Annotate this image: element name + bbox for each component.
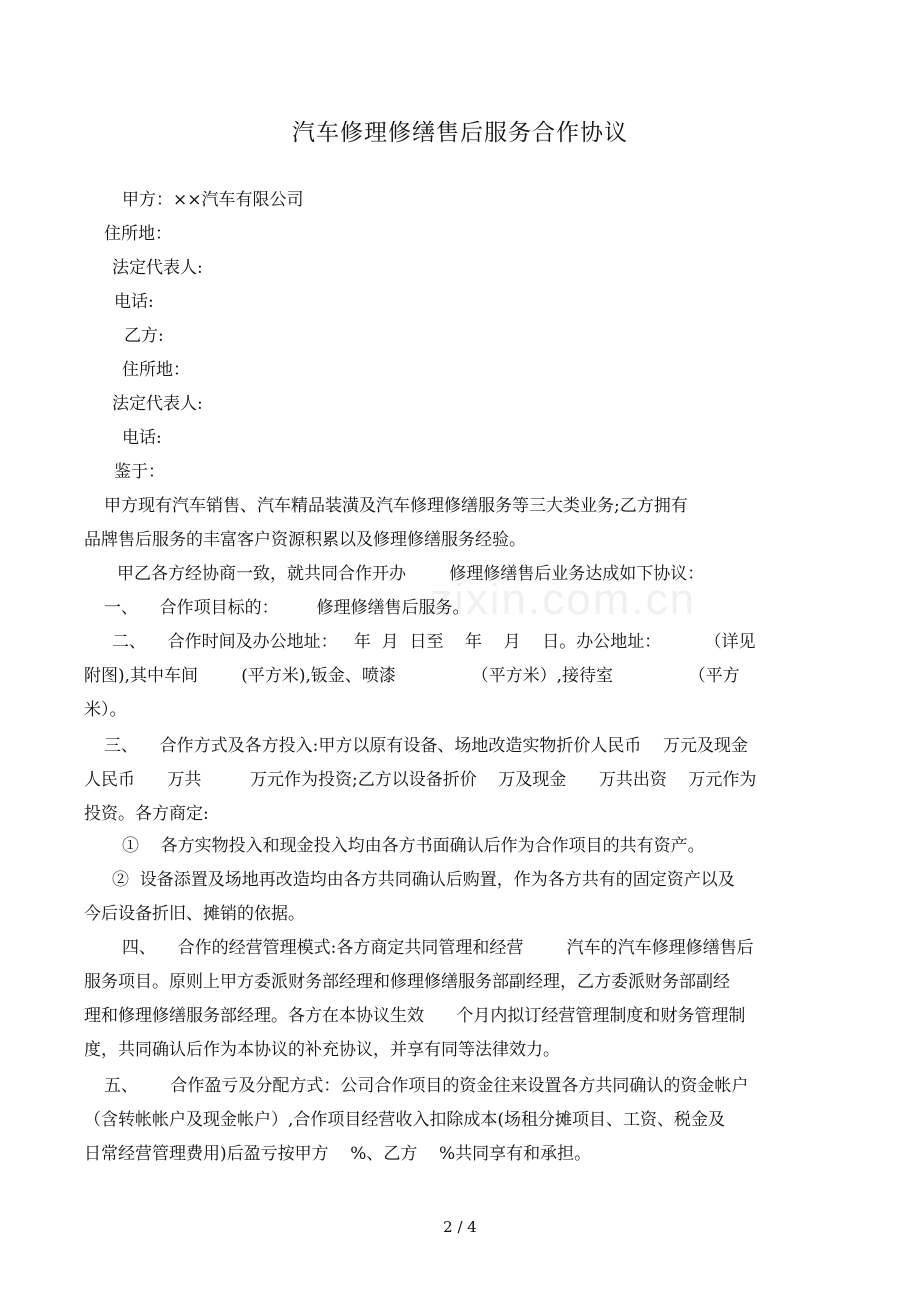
section-3-item-2-line1: ② 设备添置及场地再改造均由各方共同确认后购置，作为各方共有的固定资产以及 — [112, 870, 735, 890]
section-2-line2: 附图),其中车间 (平方米),钣金、喷漆 （平方米）,接待室 （平方 — [84, 666, 740, 686]
section-5-line3: 日常经营管理费用)后盈亏按甲方 %、乙方 %共同享有和承担。 — [84, 1144, 592, 1164]
party-a-representative: 法定代表人: — [112, 258, 203, 278]
party-b-name: 乙方: — [124, 326, 164, 346]
section-1: 一、 合作项目标的： 修理修缮售后服务。 — [104, 598, 470, 618]
page-number: 2 / 4 — [443, 1218, 477, 1236]
section-2-line3: 米）。 — [84, 700, 127, 720]
section-3-line3: 投资。各方商定: — [84, 804, 209, 824]
section-3-item-1: ① 各方实物投入和现金投入均由各方书面确认后作为合作项目的共有资产。 — [122, 836, 705, 856]
section-4-line2: 服务项目。原则上甲方委派财务部经理和修理修缮服务部副经理，乙方委派财务部副经 — [84, 972, 730, 992]
party-a-name: 甲方：××汽车有限公司 — [122, 190, 304, 210]
section-3-line1: 三、 合作方式及各方投入:甲方以原有设备、场地改造实物折价人民币 万元及现金 — [104, 736, 748, 756]
document-title: 汽车修理修缮售后服务合作协议 — [292, 120, 628, 146]
section-4-line3: 理和修理修缮服务部经理。各方在本协议生效 个月内拟订经营管理制度和财务管理制 — [84, 1006, 746, 1026]
section-4-line4: 度，共同确认后作为本协议的补充协议，并享有同等法律效力。 — [84, 1040, 560, 1060]
section-5-line2: （含转帐帐户及现金帐户）,合作项目经营收入扣除成本(场租分摊项目、工资、税金及 — [84, 1110, 726, 1130]
section-3-line2: 人民币 万共 万元作为投资;乙方以设备折价 万及现金 万共出资 万元作为 — [84, 770, 757, 790]
party-b-address: 住所地： — [122, 360, 190, 380]
agreement-statement: 甲乙各方经协商一致，就共同合作开办 修理修缮售后业务达成如下协议： — [117, 564, 705, 584]
intro-paragraph-line1: 甲方现有汽车销售、汽车精品装潢及汽车修理修缮服务等三大类业务;乙方拥有 — [104, 496, 688, 516]
intro-paragraph-line2: 品牌售后服务的丰富客户资源积累以及修理修缮服务经验。 — [84, 530, 526, 550]
section-5-line1: 五、 合作盈亏及分配方式：公司合作项目的资金往来设置各方共同确认的资金帐户 — [104, 1076, 749, 1096]
section-2-line1: 二、 合作时间及办公地址： 年 月 日至 年 月 日。办公地址： （详见 — [112, 632, 756, 652]
party-a-phone: 电话: — [114, 292, 154, 312]
section-4-line1: 四、 合作的经营管理模式:各方商定共同管理和经营 汽车的汽车修理修缮售后 — [122, 938, 754, 958]
party-b-representative: 法定代表人: — [112, 394, 203, 414]
party-a-address: 住所地： — [104, 224, 172, 244]
watermark: zixin.com.cn — [430, 575, 697, 624]
whereas-heading: 鉴于： — [114, 462, 165, 482]
section-3-item-2-line2: 今后设备折旧、摊销的依据。 — [84, 904, 305, 924]
party-b-phone: 电话: — [122, 428, 162, 448]
